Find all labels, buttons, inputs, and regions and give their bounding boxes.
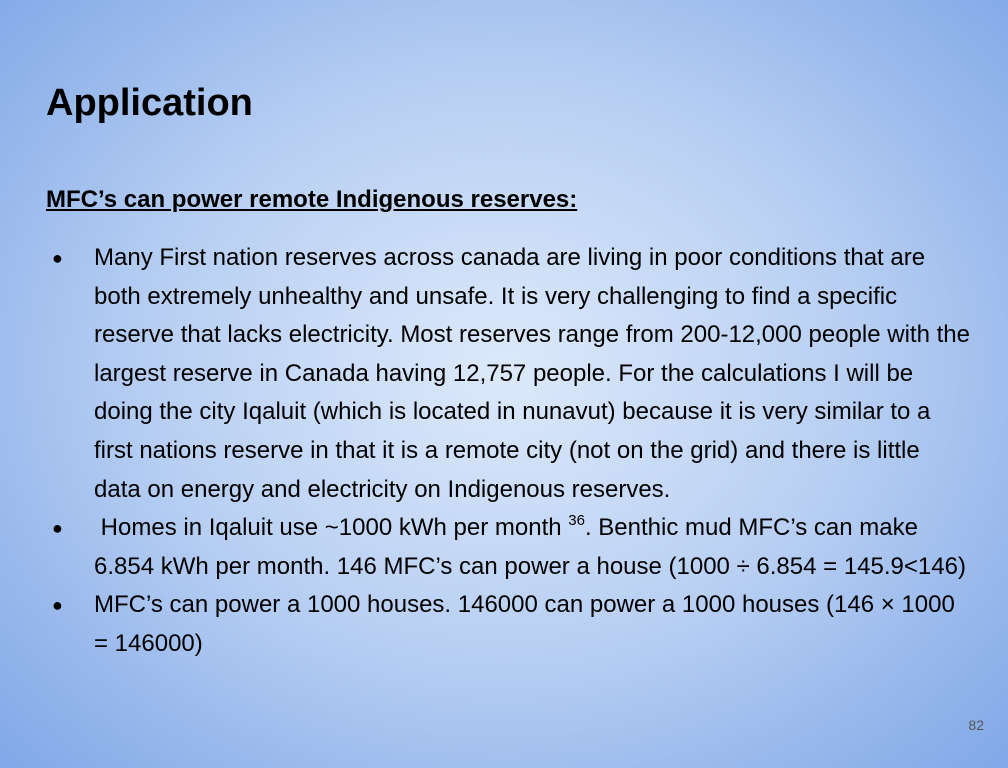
bullet-dot-icon: ●: [52, 518, 63, 539]
bullet-item: [46, 586, 971, 663]
slide-subtitle: MFC’s can power remote Indigenous reserves:: [46, 186, 578, 213]
bullet-text: Many First nation reserves across canada are living in poor conditions that are both extremely unhealthy and unsafe. It is very challenging to find a specific reserve that lacks electricity. Most reserves range from 200-12,000 people with the largest reserve in Canada having 12,757 people. For the calculations I will be doing the city Iqaluit (which is located in nunavut) because it is very similar to a first nations reserve in that it is a remote city (not on the grid) and there is little data on energy and electricity on Indigenous reserves.: [94, 244, 970, 503]
bullet-item: [46, 239, 971, 509]
citation-superscript: 36: [568, 512, 585, 530]
page-number: 82: [968, 717, 984, 733]
bullet-text: [94, 514, 966, 580]
bullet-list: [46, 239, 971, 664]
bullet-text: MFC’s can power a 1000 houses. 146000 can power a 1000 houses (146 × 1000 = 146000): [94, 591, 955, 657]
bullet-dot-icon: ●: [52, 248, 63, 268]
bullet-text-part: . Benthic mud MFC’s can make 6.854 kWh per month. 146 MFC’s can power a house (1000 ÷ 6.854 = 145.9<146): [94, 514, 966, 580]
bullet-dot-icon: ●: [52, 595, 63, 616]
bullet-item: [46, 509, 971, 586]
bullet-text-part: Homes in Iqaluit use ~1000 kWh per month: [94, 514, 569, 542]
slide-title: Application: [46, 82, 253, 124]
